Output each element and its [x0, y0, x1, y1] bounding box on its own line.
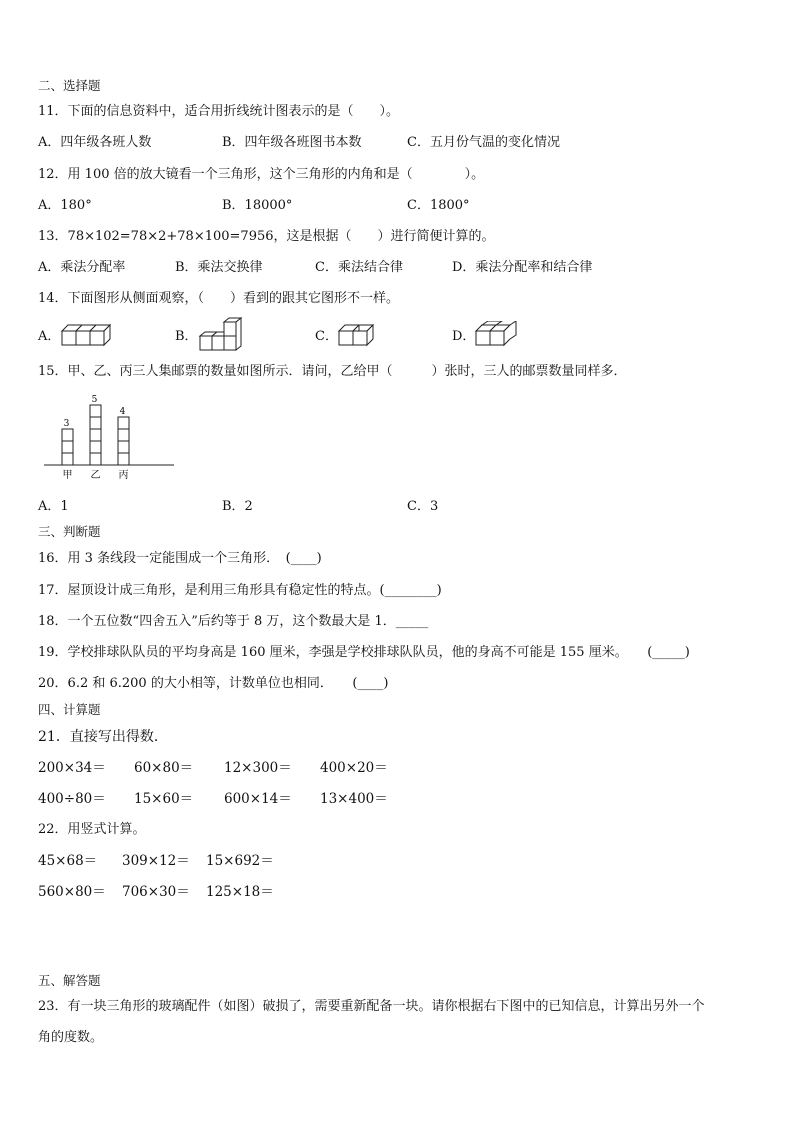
question-23-line1: 23．有一块三角形的玻璃配件（如图）破损了，需要重新配备一块。请你根据右下图中的已知信息，计算出另外一个: [38, 999, 705, 1014]
question-22-stem: 22．用竖式计算。: [38, 822, 146, 837]
q22-item: 45×68＝: [38, 853, 98, 869]
question-13-option-b[interactable]: B．乘法交换律: [175, 260, 263, 275]
question-14-option-b[interactable]: B．: [175, 329, 198, 344]
stamp-block-甲: [62, 429, 73, 441]
bar-value-label: 4: [119, 407, 126, 417]
question-12-stem: 12．用 100 倍的放大镜看一个三角形，这个三角形的内角和是（ ）。: [38, 167, 485, 182]
stamp-bar-chart: [40, 388, 180, 488]
question-11-stem: 11．下面的信息资料中，适合用折线统计图表示的是（ ）。: [38, 104, 400, 119]
q22-item: 309×12＝: [122, 853, 190, 869]
section-choice-heading: 二、选择题: [38, 78, 101, 93]
cube-figure-a-icon: [60, 321, 112, 349]
stamp-block-甲: [62, 453, 73, 465]
question-17: 17．屋顶设计成三角形，是利用三角形具有稳定性的特点。(________): [38, 583, 442, 598]
q22-item: 125×18＝: [206, 884, 274, 900]
q21-item: 600×14＝: [224, 791, 292, 807]
question-14-option-a[interactable]: A．: [38, 329, 61, 344]
question-20: 20．6.2 和 6.200 的大小相等，计数单位也相同． (____): [38, 676, 389, 691]
bar-category-label: 丙: [118, 470, 129, 481]
cube-figure-c-icon: [337, 321, 381, 349]
q21-item: 12×300＝: [224, 760, 292, 776]
question-13-option-c[interactable]: C．乘法结合律: [315, 260, 403, 275]
stamp-block-乙: [90, 441, 101, 453]
question-13-stem: 13．78×102=78×2+78×100=7956，这是根据（ ）进行简便计算的。: [38, 229, 495, 244]
section-answer-heading: 五、解答题: [38, 973, 101, 988]
question-14-option-d[interactable]: D．: [452, 329, 476, 344]
question-15-option-a[interactable]: A．1: [38, 499, 69, 514]
cube-figure-b-icon: [198, 316, 250, 352]
question-15-option-c[interactable]: C．3: [407, 499, 439, 514]
question-15-option-b[interactable]: B．2: [222, 499, 253, 514]
q22-item: 706×30＝: [122, 884, 190, 900]
stamp-block-丙: [118, 441, 129, 453]
question-15-stem: 15．甲、乙、丙三人集邮票的数量如图所示．请问，乙给甲（ ）张时，三人的邮票数量同样多．: [38, 364, 627, 379]
stamp-block-乙: [90, 429, 101, 441]
q21-item: 400÷80＝: [38, 791, 106, 807]
question-14-option-c[interactable]: C．: [315, 329, 338, 344]
question-13-option-d[interactable]: D．乘法分配率和结合律: [452, 260, 593, 275]
stamp-block-甲: [62, 441, 73, 453]
q22-item: 560×80＝: [38, 884, 106, 900]
question-12-option-a[interactable]: A．180°: [38, 198, 92, 213]
question-18: 18．一个五位数“四舍五入”后约等于 8 万，这个数最大是 1．_____: [38, 614, 429, 629]
question-11-option-c[interactable]: C．五月份气温的变化情况: [407, 135, 560, 150]
stamp-block-乙: [90, 453, 101, 465]
question-14-stem: 14．下面图形从侧面观察，（ ）看到的跟其它图形不一样。: [38, 291, 400, 306]
q21-item: 200×34＝: [38, 760, 106, 776]
stamp-block-乙: [90, 405, 101, 417]
stamp-block-乙: [90, 417, 101, 429]
bar-value-label: 3: [63, 419, 70, 429]
bar-value-label: 5: [91, 395, 98, 405]
q21-item: 13×400＝: [320, 791, 388, 807]
stamp-block-丙: [118, 453, 129, 465]
question-11-option-a[interactable]: A．四年级各班人数: [38, 135, 152, 150]
bar-category-label: 甲: [62, 470, 73, 481]
question-21-stem: 21．直接写出得数．: [38, 729, 168, 745]
question-19: 19．学校排球队队员的平均身高是 160 厘米，李强是学校排球队队员，他的身高不可能是 155 厘米。 (_____): [38, 645, 690, 660]
section-judge-heading: 三、判断题: [38, 524, 101, 539]
question-13-option-a[interactable]: A．乘法分配率: [38, 260, 126, 275]
question-12-option-b[interactable]: B．18000°: [222, 198, 293, 213]
question-12-option-c[interactable]: C．1800°: [407, 198, 470, 213]
bar-category-label: 乙: [90, 470, 101, 481]
stamp-block-丙: [118, 417, 129, 429]
q21-item: 400×20＝: [320, 760, 388, 776]
question-16: 16．用 3 条线段一定能围成一个三角形． (____): [38, 551, 322, 566]
q22-item: 15×692＝: [206, 853, 274, 869]
question-23-line2: 角的度数。: [38, 1030, 104, 1045]
cube-figure-d-icon: [474, 321, 522, 349]
q21-item: 15×60＝: [134, 791, 194, 807]
q21-item: 60×80＝: [134, 760, 194, 776]
section-calc-heading: 四、计算题: [38, 702, 101, 717]
stamp-block-丙: [118, 429, 129, 441]
question-11-option-b[interactable]: B．四年级各班图书本数: [222, 135, 362, 150]
